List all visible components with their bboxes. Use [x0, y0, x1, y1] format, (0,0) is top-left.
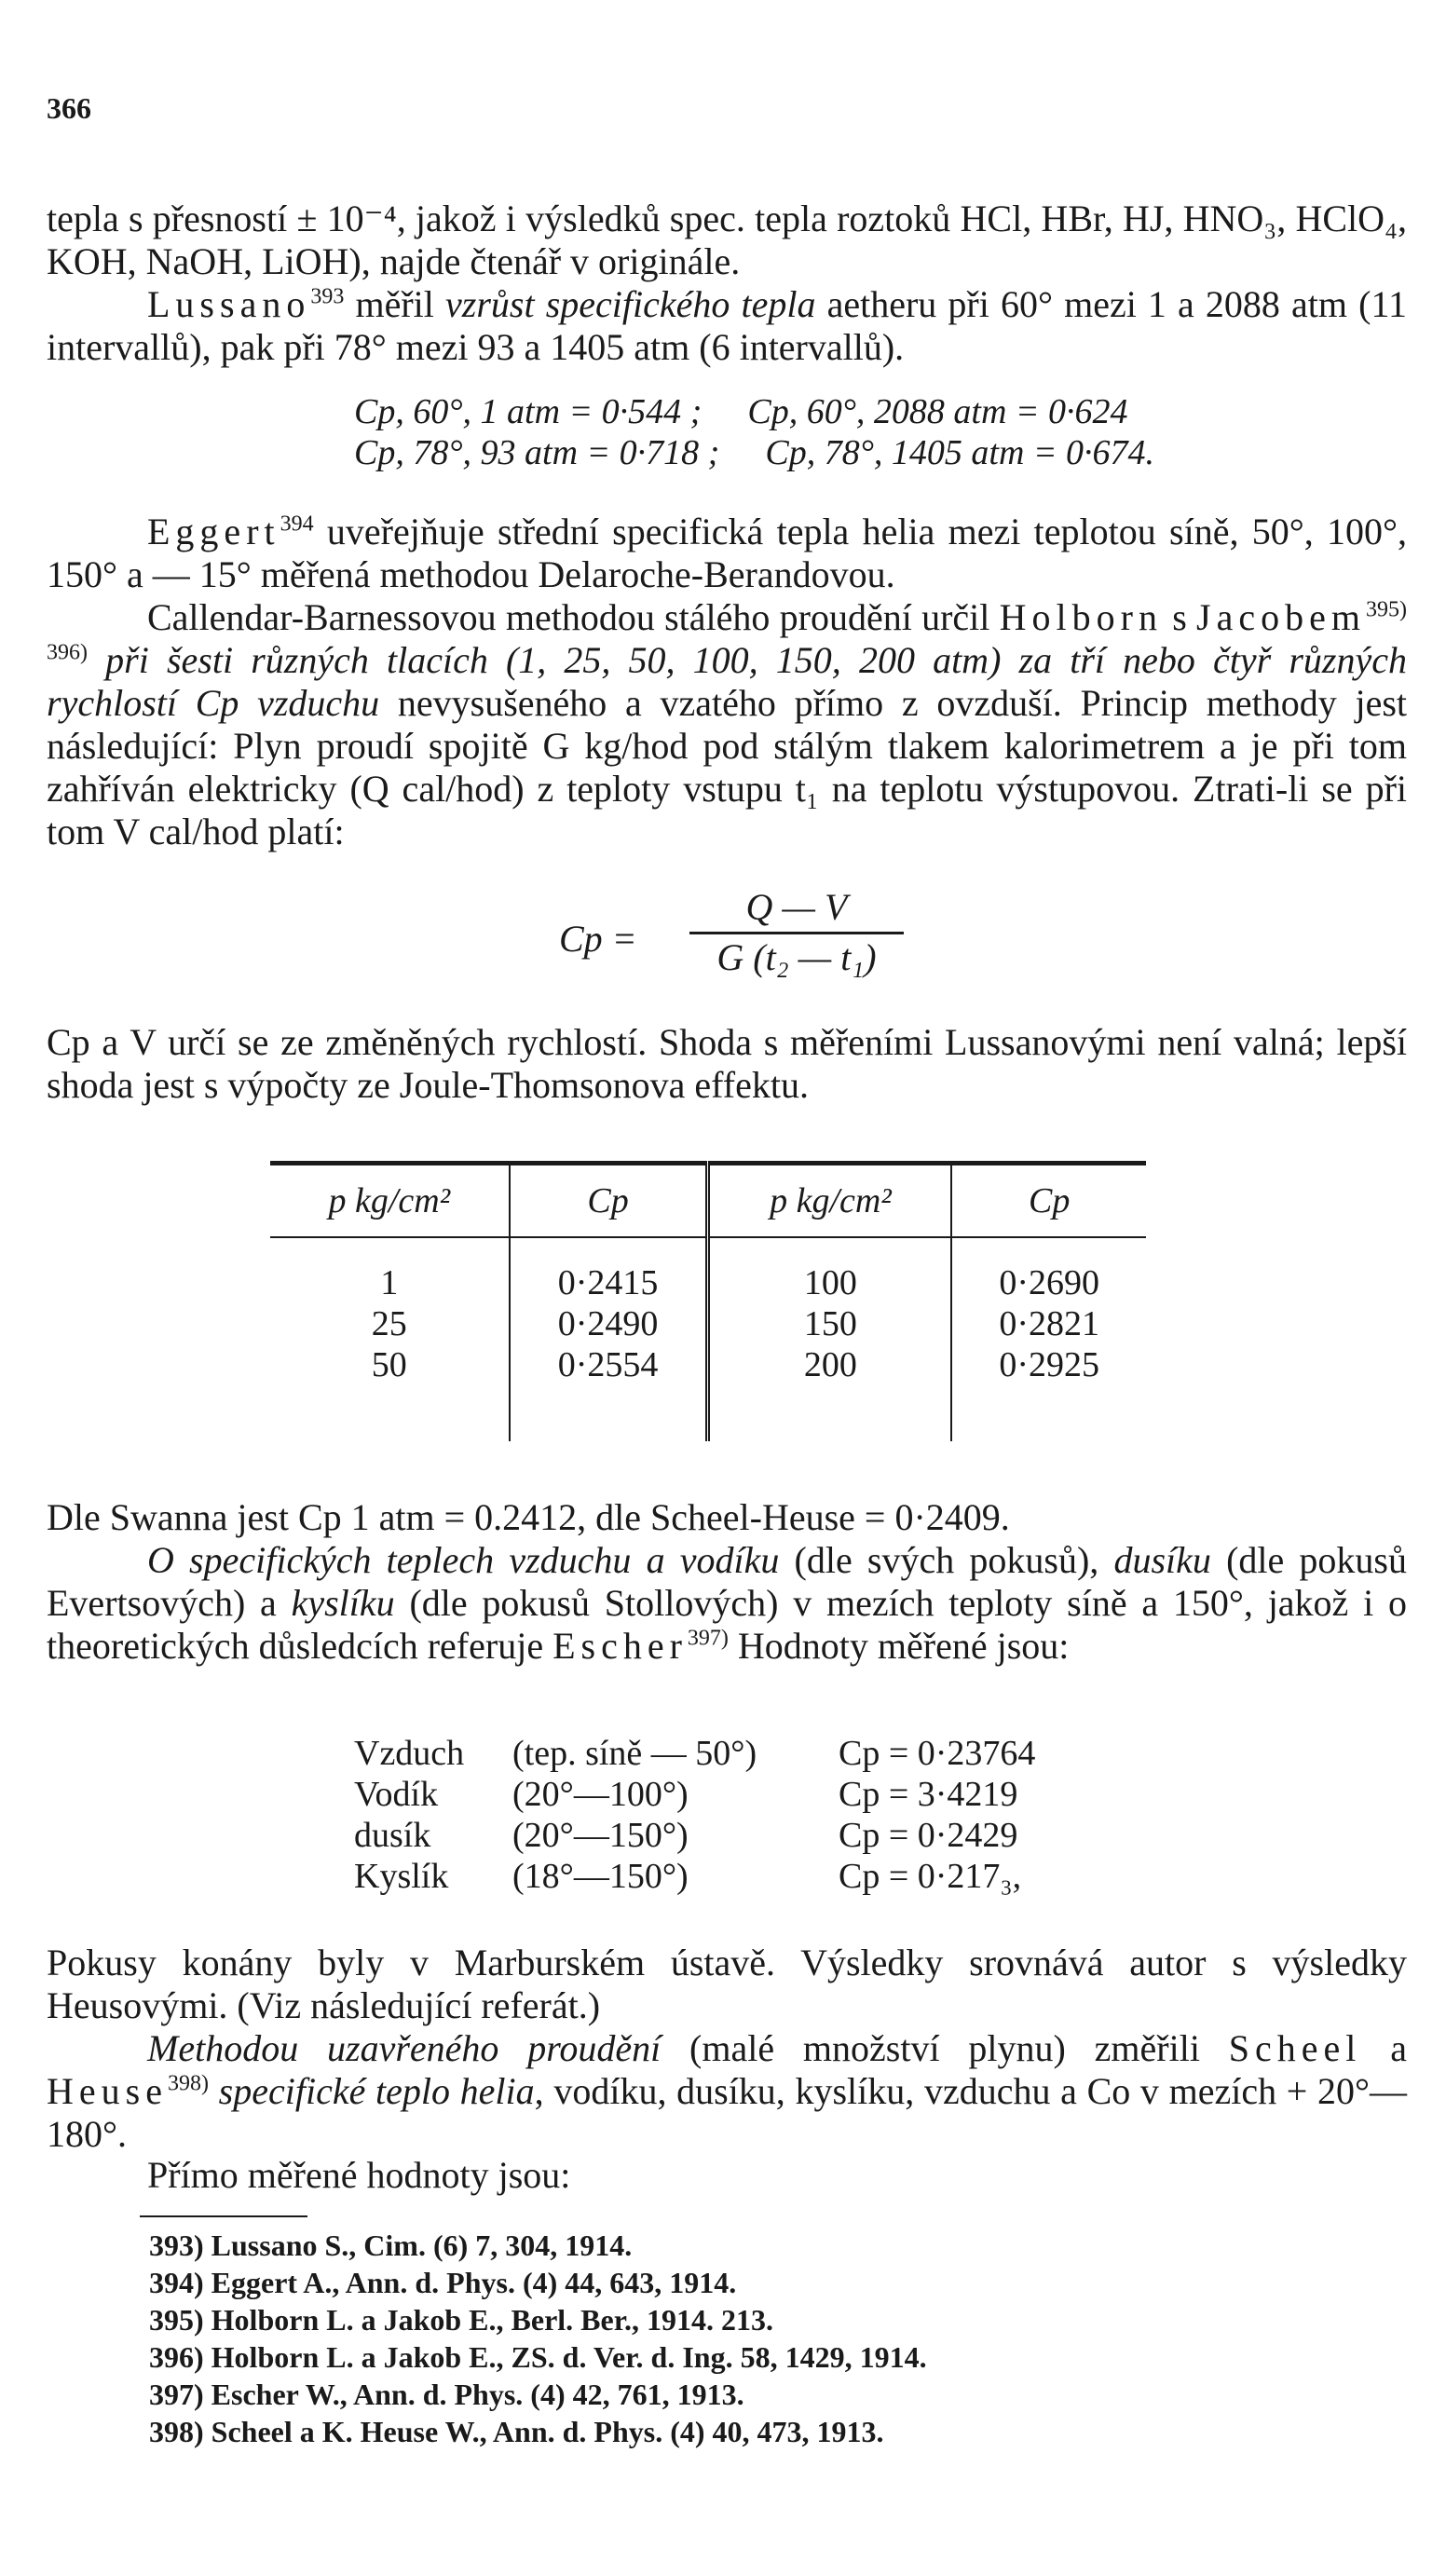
gas-range: (20°—100°) — [512, 1775, 689, 1814]
ref-393: 393 — [310, 284, 345, 309]
footnote-item: 398) Scheel a K. Heuse W., Ann. d. Phys. (4) 40, 473, 1913. — [149, 2415, 884, 2448]
ref-394: 394 — [280, 511, 314, 537]
paragraph-5 — [47, 1021, 1407, 1107]
gas-name: Vodík — [354, 1775, 439, 1814]
table-cell: 200 — [708, 1344, 951, 1441]
equation-row-1 — [354, 391, 1128, 432]
table-row — [270, 1344, 1146, 1441]
gas-name: Vzduch — [354, 1734, 465, 1773]
para7-emph3: kyslíku — [291, 1582, 395, 1624]
paragraph-8 — [47, 1942, 1407, 2027]
formula-denominator: G (t₂ — t₁) — [716, 936, 877, 978]
para2-emph: vzrůst specifického tepla — [445, 283, 816, 325]
paragraph-2 — [47, 283, 1407, 369]
table-header: p kg/cm² — [270, 1164, 510, 1238]
formula-lhs: Cp = — [559, 918, 637, 960]
para9-text3: , vodíku, dusíku, kyslíku, vzduchu a Co v mezích + 20°—180°. — [47, 2070, 1408, 2155]
para4-text2: s — [1162, 596, 1197, 638]
footnote-item: 394) Eggert A., Ann. d. Phys. (4) 44, 643, 1914. — [149, 2266, 737, 2299]
author-holborn: Holborn — [999, 596, 1163, 638]
para7-text3: (dle pokusů Stollových) v mezích teploty síně a 150°, jakož i o theoretických důsledcích referuje — [47, 1582, 1407, 1667]
para6-text: Dle Swanna jest Cp 1 atm = 0.2412, dle Scheel-Heuse = 0·2409. — [47, 1496, 1010, 1538]
gas-value: Cp = 3·4219 — [839, 1775, 1018, 1814]
equation-1-rhs: Cp, 60°, 2088 atm = 0·624 — [747, 392, 1128, 431]
table-cell: 150 — [708, 1303, 951, 1344]
table-cell: 50 — [371, 1345, 407, 1384]
author-scheel: Scheel — [1228, 2027, 1362, 2069]
gas-value: Cp = 0·2429 — [839, 1816, 1018, 1855]
paragraph-3 — [47, 511, 1407, 596]
equation-1-lhs: Cp, 60°, 1 atm = 0·544 ; — [354, 392, 703, 431]
para1-text: tepla s přesností ± 10⁻⁴, jakož i výsledků spec. tepla roztoků HCl, HBr, HJ, HNO₃, HClO₄, KOH, NaOH, LiOH), najde čtenář v originále. — [47, 198, 1407, 282]
author-eggert: Eggert — [147, 511, 280, 552]
list-item — [354, 1815, 1035, 1856]
ref-395-396: 395) 396) — [47, 597, 1407, 665]
footnote-item: 393) Lussano S., Cim. (6) 7, 304, 1914. — [149, 2228, 633, 2262]
para5-text: Cp a V určí se ze změněných rychlostí. Shoda s měřeními Lussanovými není valná; lepší shoda jest s výpočty ze Joule-Thomsonova effektu. — [47, 1021, 1407, 1106]
table-header: Cp — [951, 1164, 1146, 1238]
table-cell: 0·2925 — [951, 1344, 1146, 1441]
list-item — [354, 1733, 1035, 1774]
para10-text: Přímo měřené hodnoty jsou: — [147, 2154, 571, 2196]
para3-text: uveřejňuje střední specifická tepla helia mezi teplotou síně, 50°, 100°, 150° a — 15° měřená methodou Delaroche-Berandovou. — [47, 511, 1408, 595]
formula-numerator: Q — V — [745, 886, 848, 928]
list-item — [354, 1856, 1035, 1897]
para7-emph1: O specifických teplech vzduchu a vodíku — [147, 1539, 780, 1581]
para8-text: Pokusy konány byly v Marburském ústavě. Výsledky srovnává autor s výsledky Heusovými. (Viz následující referát.) — [47, 1942, 1407, 2026]
para7-emph2: dusíku — [1113, 1539, 1211, 1581]
para9-text2: a — [1361, 2027, 1408, 2069]
paragraph-9 — [47, 2027, 1407, 2156]
gas-value: Cp = 0·23764 — [839, 1734, 1036, 1773]
para7-text2: (dle pokusů Evertsových) a — [47, 1539, 1407, 1624]
para2-text2: aetheru při 60° mezi 1 a 2088 atm (11 intervallů), pak při 78° mezi 93 a 1405 atm (6 intervallů). — [47, 283, 1407, 368]
para4-text3: nevysušeného a vzatého přímo z ovzduší. Princip methody jest následující: Plyn proudí spojitě G kg/hod pod stálým tlakem kalorimetrem a je při tom zahříván elektricky (Q cal/hod) z teploty vstupu t₁ na teplotu výstupovou. Ztrati-li se při tom V cal/hod platí: — [47, 682, 1408, 852]
gas-range: (18°—150°) — [512, 1857, 689, 1896]
table-row — [270, 1303, 1146, 1344]
author-lussano: Lussano — [147, 283, 311, 325]
table-row — [270, 1237, 1146, 1303]
gas-name: Kyslík — [354, 1857, 449, 1896]
footnote-item: 395) Holborn L. a Jakob E., Berl. Ber., 1914. 213. — [149, 2303, 773, 2337]
author-jacob: Jacobem — [1196, 596, 1366, 638]
footnote-item: 397) Escher W., Ann. d. Phys. (4) 42, 761, 1913. — [149, 2378, 744, 2411]
fraction-bar — [689, 932, 904, 934]
paragraph-1 — [47, 198, 1407, 283]
table-cell: 1 — [380, 1263, 399, 1302]
page-number: 366 — [47, 91, 91, 125]
gas-values-list — [354, 1733, 1035, 1897]
para2-text1: měřil — [355, 283, 445, 325]
list-item — [354, 1774, 1035, 1815]
cp-table — [270, 1161, 1146, 1441]
footnotes — [149, 2227, 927, 2450]
author-heuse: Heuse — [47, 2070, 168, 2112]
paragraph-7 — [47, 1539, 1407, 1668]
para4-text1: Callendar-Barnessovou methodou stálého proudění určil — [147, 596, 1000, 638]
equation-row-2 — [354, 432, 1154, 473]
table-header: p kg/cm² — [708, 1164, 951, 1238]
table-cell: 0·2554 — [510, 1344, 708, 1441]
paragraph-4 — [47, 596, 1407, 853]
para7-text4: Hodnoty měřené jsou: — [728, 1625, 1070, 1667]
gas-value: Cp = 0·217₃, — [839, 1857, 1022, 1896]
equation-2-rhs: Cp, 78°, 1405 atm = 0·674. — [765, 433, 1155, 472]
paragraph-10 — [47, 2154, 1407, 2197]
table-cell: 0·2490 — [510, 1303, 708, 1344]
gas-range: (20°—150°) — [512, 1816, 689, 1855]
equation-2-lhs: Cp, 78°, 93 atm = 0·718 ; — [354, 433, 720, 472]
para9-emph2: specifické teplo helia — [218, 2070, 535, 2112]
para9-text1: (malé množství plynu) změřili — [661, 2027, 1229, 2069]
table-cell: 0·2690 — [951, 1237, 1146, 1303]
table-cell: 25 — [371, 1304, 407, 1343]
ref-397: 397) — [687, 1626, 729, 1651]
para7-text1: (dle svých pokusů), — [779, 1539, 1114, 1581]
para4-emph: při šesti různých tlacích (1, 25, 50, 100, 150, 200 atm) za tří nebo čtyř různých rychlostí Cp vzduchu — [47, 639, 1407, 724]
para9-emph1: Methodou uzavřeného proudění — [147, 2027, 662, 2069]
footnote-divider — [140, 2215, 307, 2217]
author-escher: Escher — [552, 1625, 688, 1667]
gas-name: dusík — [354, 1816, 431, 1855]
paragraph-6 — [47, 1496, 1407, 1539]
table-cell: 0·2821 — [951, 1303, 1146, 1344]
gas-range: (tep. síně — 50°) — [512, 1734, 757, 1773]
table-header: Cp — [510, 1164, 708, 1238]
table-header-row — [270, 1164, 1146, 1238]
table-cell: 100 — [708, 1237, 951, 1303]
footnote-item: 396) Holborn L. a Jakob E., ZS. d. Ver. d. Ing. 58, 1429, 1914. — [149, 2340, 927, 2374]
table-cell: 0·2415 — [510, 1237, 708, 1303]
ref-398: 398) — [167, 2071, 209, 2096]
